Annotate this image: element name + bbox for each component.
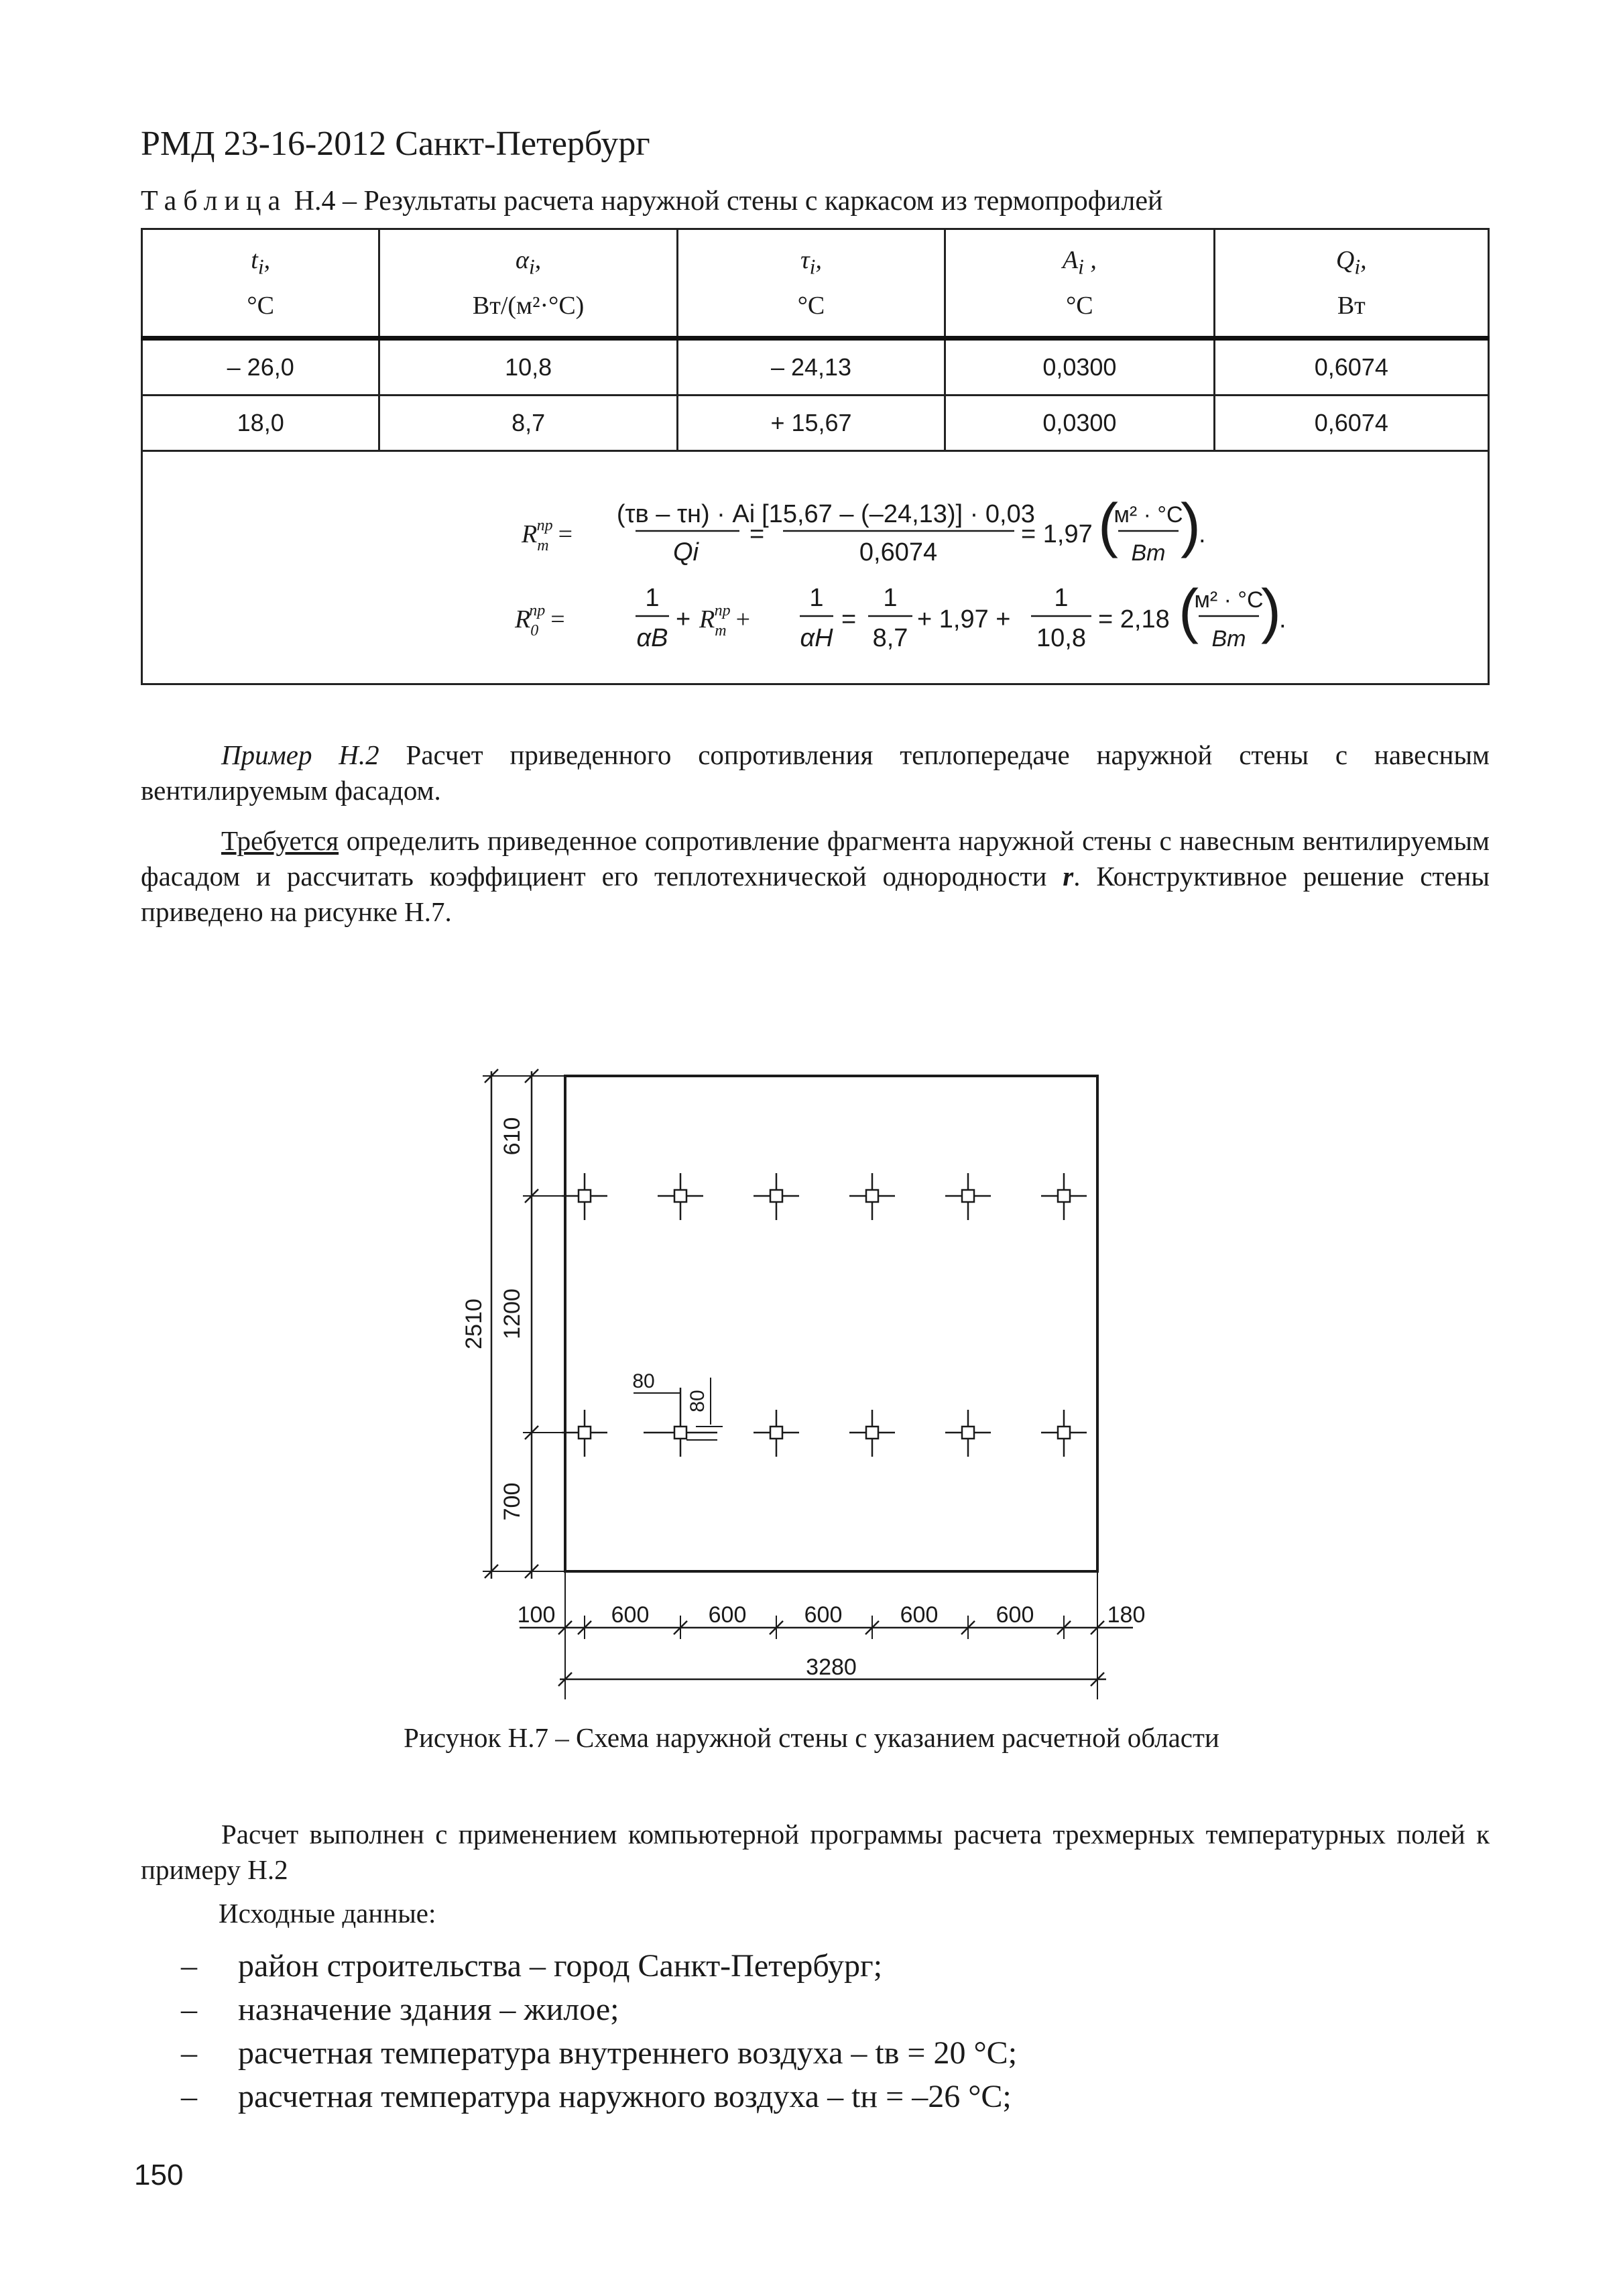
table-cell: + 15,67 — [677, 396, 945, 451]
dim-step: 600 — [996, 1602, 1034, 1628]
example-label: Пример Н.2 — [221, 739, 379, 770]
equals-sign: = — [749, 520, 765, 548]
plus-sign: + — [676, 605, 691, 633]
table-cell: – 26,0 — [142, 339, 379, 396]
table-cell: 0,6074 — [1214, 339, 1488, 396]
formula-2-rm: $R_mпр$ + — [699, 602, 750, 640]
formula-2-alpha-b: αB — [636, 624, 668, 652]
dim-middle: 1200 — [499, 1288, 525, 1339]
bracket-marker — [945, 1173, 991, 1220]
dim-step: 600 — [611, 1602, 650, 1628]
column-header: $t_i$, °C — [142, 229, 379, 339]
paren-right: ) — [1181, 492, 1201, 559]
bracket-marker — [1041, 1410, 1087, 1457]
bracket-marker — [562, 1410, 607, 1457]
bracket-marker — [754, 1173, 799, 1220]
formula-1-denominator-values: 0,6074 — [859, 538, 938, 566]
bracket-marker — [1041, 1173, 1087, 1220]
formula-2-one: 1 — [645, 584, 660, 612]
bracket-row-top — [562, 1173, 1087, 1220]
column-header: $\tau_i$, °C — [677, 229, 945, 339]
bracket-marker — [562, 1173, 607, 1220]
page-number: 150 — [134, 2159, 184, 2191]
calc-note: Расчет выполнен с применением компьютерной программы расчета трехмерных температурных полей к примеру Н.2 — [141, 1819, 1490, 1885]
formula-1-denominator: Qi — [673, 538, 699, 566]
dim-total-width: 3280 — [806, 1654, 857, 1680]
extension-lines-bottom — [565, 1571, 1097, 1699]
source-data-label: Исходные данные: — [219, 1898, 436, 1929]
column-header: $Q_i$, Вт — [1214, 229, 1488, 339]
dim-step: 600 — [804, 1602, 843, 1628]
period: . — [1279, 605, 1286, 633]
dim-bottom: 700 — [499, 1482, 525, 1521]
formula-1-result: = 1,97 — [1021, 520, 1093, 548]
list-item: – расчетная температура наружного воздуха – tн = –26 °С; — [181, 2079, 1012, 2114]
table-cell: 0,0300 — [945, 396, 1214, 451]
table-caption-text: Н.4 – Результаты расчета наружной стены с каркасом из термопрофилей — [294, 186, 1163, 217]
bracket-marker — [658, 1173, 703, 1220]
table-cell: – 24,13 — [677, 339, 945, 396]
dim-step: 600 — [900, 1602, 939, 1628]
table-caption-label: Таблица — [141, 186, 288, 217]
table-cell: 8,7 — [379, 396, 677, 451]
formula-2-v87: 8,7 — [872, 624, 908, 652]
formula-2-lhs: $R_0пр$ = — [515, 602, 565, 640]
bracket-marker — [849, 1173, 895, 1220]
dim-total-height: 2510 — [461, 1298, 487, 1349]
equals-sign: = — [841, 605, 857, 633]
list-item: – назначение здания – жилое; — [181, 1992, 619, 2027]
wall-fragment-outline — [565, 1076, 1097, 1571]
example-text: Расчет приведенного сопротивления теплопередаче наружной стены с навесным вентилируемым фасадом. — [141, 739, 1490, 806]
dim-bracket-height: 80 — [686, 1390, 709, 1412]
formula-1-numerator: (τв – τн) · Ai — [616, 500, 756, 528]
paren-right: ) — [1261, 578, 1281, 645]
formula-2-one: 1 — [809, 584, 824, 612]
table-cell: 10,8 — [379, 339, 677, 396]
source-data-list — [181, 1944, 1017, 2118]
dim-step: 180 — [1107, 1602, 1146, 1628]
dim-step: 600 — [708, 1602, 747, 1628]
bracket-row-bottom — [562, 1388, 1087, 1457]
formula-1-numerator-values: [15,67 – (–24,13)] · 0,03 — [762, 500, 1035, 528]
table-cell: 0,0300 — [945, 339, 1214, 396]
period: . — [1199, 520, 1206, 548]
table-cell: 18,0 — [142, 396, 379, 451]
list-item: – район строительства – город Санкт-Петербург; — [181, 1948, 883, 1984]
dim-top: 610 — [499, 1117, 525, 1156]
dim-bracket-width: 80 — [632, 1370, 655, 1392]
formula-1-unit-den: Вт — [1131, 540, 1166, 566]
formula-1-lhs: $R_mпр$ = — [522, 517, 573, 554]
formula-2-plus-197: + 1,97 + — [917, 605, 1011, 633]
column-header: $\alpha_i$, Вт/(м²·°С) — [379, 229, 677, 339]
r-symbol: r — [1063, 861, 1074, 892]
required-text: определить приведенное сопротивление фрагмента наружной стены с навесным вентилируемым фасадом и рассчитать коэффициент его теплотехнической однородности — [141, 825, 1490, 892]
required-word: Требуется — [221, 825, 339, 856]
formula-1-unit-num: м² · °С — [1114, 502, 1183, 528]
document-header: РМД 23-16-2012 Санкт-Петербург — [141, 125, 650, 163]
column-header: $A_i$ , °C — [945, 229, 1214, 339]
figure-caption: Рисунок Н.7 – Схема наружной стены с указанием расчетной области — [404, 1722, 1219, 1753]
formula-2-unit-den: Вт — [1211, 626, 1246, 652]
formula-2-v108: 10,8 — [1036, 624, 1086, 652]
required-tail: . Конструктивное решение стены приведено на рисунке Н.7. — [141, 861, 1490, 927]
paren-left: ( — [1179, 578, 1199, 645]
formula-2-alpha-h: αH — [800, 624, 833, 652]
formula-2-one: 1 — [1054, 584, 1069, 612]
bracket-marker — [945, 1410, 991, 1457]
bracket-marker — [849, 1410, 895, 1457]
bracket-marker — [754, 1410, 799, 1457]
table-cell: 0,6074 — [1214, 396, 1488, 451]
formula-2-unit-num: м² · °С — [1194, 587, 1264, 613]
formula-2-one: 1 — [883, 584, 898, 612]
list-item: – расчетная температура внутреннего воздуха – tв = 20 °С; — [181, 2035, 1018, 2071]
formula-2-result: = 2,18 — [1098, 605, 1170, 633]
dim-step: 100 — [517, 1602, 556, 1628]
paren-left: ( — [1098, 492, 1118, 559]
